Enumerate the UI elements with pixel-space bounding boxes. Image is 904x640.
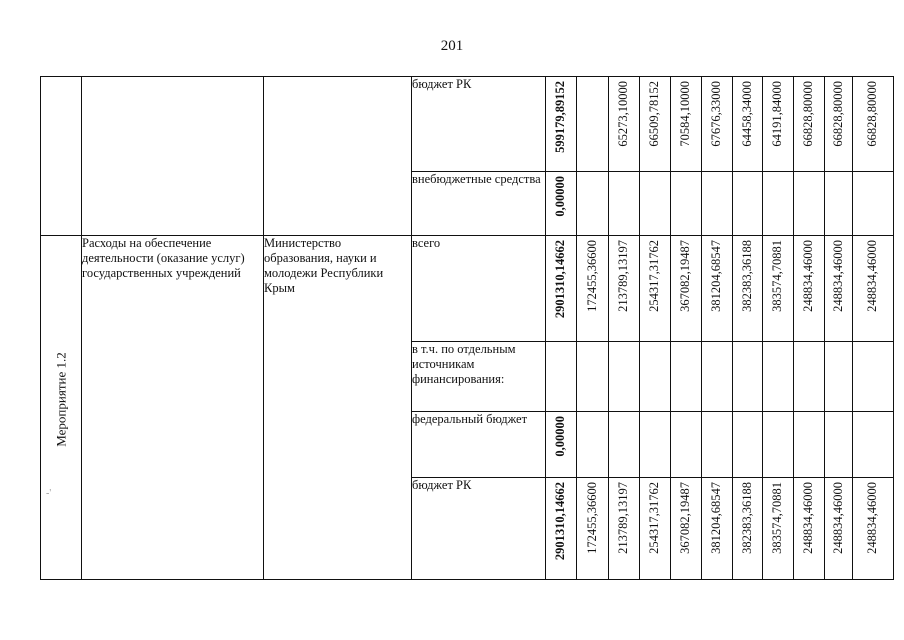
event-description: Расходы на обеспечение деятельности (оказание услуг) государственных учреждений bbox=[82, 236, 264, 580]
funding-source: бюджет РК bbox=[412, 77, 546, 172]
year-cell bbox=[733, 412, 763, 478]
year-cell bbox=[609, 412, 640, 478]
year-cell bbox=[825, 342, 853, 412]
year-value: 65273,10000 bbox=[616, 81, 630, 147]
year-cell bbox=[825, 172, 853, 236]
year-cell bbox=[577, 342, 609, 412]
year-value: 66828,80000 bbox=[801, 81, 815, 147]
year-value: 64458,34000 bbox=[739, 81, 754, 147]
total-cell bbox=[546, 236, 577, 342]
year-cell bbox=[853, 172, 894, 236]
year-value: 66509,78152 bbox=[647, 81, 661, 147]
funding-source: бюджет РК bbox=[412, 478, 546, 580]
year-cell bbox=[794, 342, 825, 412]
funding-source: внебюджетные средства bbox=[412, 172, 546, 236]
year-cell bbox=[640, 77, 671, 172]
total-cell bbox=[546, 342, 577, 412]
page-number: 201 bbox=[440, 38, 464, 54]
year-cell bbox=[609, 77, 640, 172]
year-cell bbox=[733, 172, 763, 236]
year-value: 248834,46000 bbox=[801, 240, 815, 312]
year-value: 248834,46000 bbox=[865, 482, 879, 554]
year-value: 367082,19487 bbox=[678, 482, 692, 554]
year-cell bbox=[763, 412, 794, 478]
year-cell bbox=[763, 478, 794, 580]
year-cell bbox=[609, 236, 640, 342]
year-cell bbox=[763, 236, 794, 342]
year-value: 367082,19487 bbox=[678, 240, 692, 312]
year-cell bbox=[794, 236, 825, 342]
year-cell bbox=[794, 412, 825, 478]
year-cell bbox=[640, 412, 671, 478]
year-cell bbox=[577, 172, 609, 236]
table-row bbox=[41, 236, 894, 342]
total-value: 2901310,14662 bbox=[553, 482, 567, 561]
year-cell bbox=[702, 236, 733, 342]
year-value: 172455,36600 bbox=[584, 240, 599, 312]
executor-cell bbox=[264, 77, 412, 236]
total-cell bbox=[546, 172, 577, 236]
year-cell bbox=[763, 77, 794, 172]
year-cell bbox=[733, 342, 763, 412]
year-cell bbox=[609, 172, 640, 236]
funding-source: федеральный бюджет bbox=[412, 412, 546, 478]
funding-source: всего bbox=[412, 236, 546, 342]
year-value: 381204,68547 bbox=[709, 482, 723, 554]
year-value: 382383,36188 bbox=[739, 240, 754, 312]
year-cell bbox=[671, 342, 702, 412]
total-value: 599179,89152 bbox=[553, 81, 567, 153]
year-cell bbox=[577, 236, 609, 342]
year-cell bbox=[702, 412, 733, 478]
year-cell bbox=[733, 236, 763, 342]
year-cell bbox=[763, 342, 794, 412]
year-value: 67676,33000 bbox=[709, 81, 723, 147]
total-cell bbox=[546, 478, 577, 580]
year-value: 248834,46000 bbox=[830, 482, 845, 554]
total-value: 0,00000 bbox=[553, 176, 567, 217]
event-cell bbox=[41, 236, 82, 580]
year-value: 213789,13197 bbox=[616, 240, 630, 312]
year-cell bbox=[853, 412, 894, 478]
year-cell bbox=[577, 478, 609, 580]
year-cell bbox=[794, 172, 825, 236]
year-cell bbox=[671, 478, 702, 580]
year-value: 70584,10000 bbox=[678, 81, 692, 147]
year-cell bbox=[825, 77, 853, 172]
total-value: 0,00000 bbox=[553, 416, 567, 457]
year-cell bbox=[825, 478, 853, 580]
year-cell bbox=[702, 77, 733, 172]
year-value: 248834,46000 bbox=[830, 240, 845, 312]
year-cell bbox=[825, 236, 853, 342]
executor: Министерство образования, науки и молодежи Республики Крым bbox=[264, 236, 412, 580]
year-cell bbox=[577, 77, 609, 172]
year-value: 64191,84000 bbox=[770, 81, 784, 147]
total-value: 2901310,14662 bbox=[553, 240, 567, 319]
year-cell bbox=[733, 478, 763, 580]
year-cell bbox=[577, 412, 609, 478]
year-cell bbox=[825, 412, 853, 478]
year-value: 248834,46000 bbox=[865, 240, 879, 312]
table-row bbox=[41, 77, 894, 172]
year-cell bbox=[794, 77, 825, 172]
year-cell bbox=[853, 77, 894, 172]
year-cell bbox=[853, 342, 894, 412]
event-label: Мероприятие 1.2 bbox=[53, 352, 69, 447]
year-value: 383574,70881 bbox=[770, 482, 784, 554]
year-value: 248834,46000 bbox=[801, 482, 815, 554]
year-cell bbox=[733, 77, 763, 172]
year-cell bbox=[671, 412, 702, 478]
year-cell bbox=[609, 342, 640, 412]
year-cell bbox=[702, 342, 733, 412]
event-cell bbox=[41, 77, 82, 236]
year-value: 382383,36188 bbox=[739, 482, 754, 554]
year-value: 381204,68547 bbox=[709, 240, 723, 312]
year-cell bbox=[702, 478, 733, 580]
year-cell bbox=[702, 172, 733, 236]
funding-source: в т.ч. по отдельным источникам финансирования: bbox=[412, 342, 546, 412]
year-cell bbox=[640, 236, 671, 342]
total-cell bbox=[546, 77, 577, 172]
year-cell bbox=[763, 172, 794, 236]
year-value: 172455,36600 bbox=[584, 482, 599, 554]
year-value: 254317,31762 bbox=[647, 240, 661, 312]
year-value: 213789,13197 bbox=[616, 482, 630, 554]
year-cell bbox=[794, 478, 825, 580]
year-cell bbox=[640, 478, 671, 580]
year-value: 383574,70881 bbox=[770, 240, 784, 312]
year-cell bbox=[853, 478, 894, 580]
year-cell bbox=[640, 172, 671, 236]
scan-mark: -' bbox=[46, 488, 52, 499]
year-cell bbox=[671, 77, 702, 172]
budget-table bbox=[40, 76, 894, 580]
event-description-cell bbox=[82, 77, 264, 236]
year-value: 66828,80000 bbox=[830, 81, 845, 147]
year-cell bbox=[609, 478, 640, 580]
year-value: 66828,80000 bbox=[865, 81, 879, 147]
year-cell bbox=[853, 236, 894, 342]
year-value: 254317,31762 bbox=[647, 482, 661, 554]
year-cell bbox=[640, 342, 671, 412]
year-cell bbox=[671, 172, 702, 236]
total-cell bbox=[546, 412, 577, 478]
year-cell bbox=[671, 236, 702, 342]
